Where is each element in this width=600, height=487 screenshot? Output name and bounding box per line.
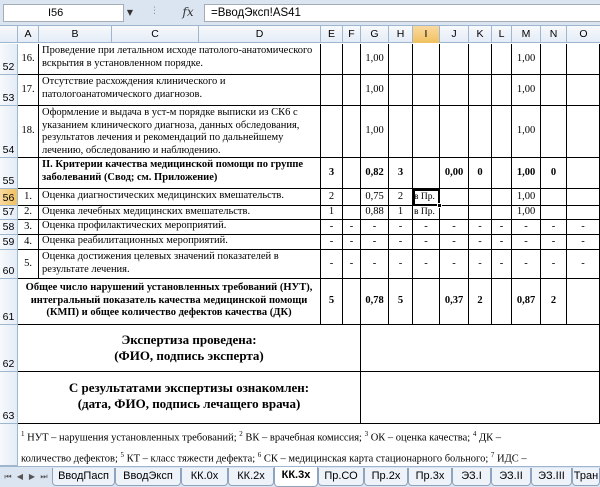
cell-h60[interactable]: - (389, 250, 413, 279)
cell-l58[interactable]: - (492, 220, 512, 235)
cell-o60[interactable]: - (567, 250, 600, 279)
first-sheet-icon[interactable]: ⏮ (4, 472, 12, 481)
cell-e59[interactable]: - (321, 235, 343, 250)
sheet-tab[interactable]: ВводПасп (52, 468, 115, 486)
last-sheet-icon[interactable]: ⏭ (40, 472, 48, 481)
cell-j55[interactable]: 0,00 (440, 158, 469, 189)
cell-a53[interactable]: 17. (18, 75, 39, 106)
cell-f52[interactable] (343, 44, 361, 75)
cell-k54[interactable] (469, 106, 492, 158)
cell-m56[interactable]: 1,00 (512, 189, 541, 206)
column-header-j[interactable]: J (440, 26, 469, 43)
cell-f61[interactable] (343, 279, 361, 325)
cell-e61[interactable]: 5 (321, 279, 343, 325)
column-header-n[interactable]: N (541, 26, 567, 43)
cell-a60[interactable]: 5. (18, 250, 39, 279)
cell-o56[interactable] (567, 189, 600, 206)
cell-g60[interactable]: - (361, 250, 389, 279)
cell-e60[interactable]: - (321, 250, 343, 279)
cell-o61[interactable] (567, 279, 600, 325)
next-sheet-icon[interactable]: ▶ (28, 472, 36, 481)
row-header-60[interactable]: 60 (0, 250, 18, 279)
row-header-63[interactable]: 63 (0, 372, 18, 424)
footnote-part: ОК – оценка качества; (368, 432, 473, 444)
cell-i59[interactable]: - (413, 235, 440, 250)
column-header-k[interactable]: K (469, 26, 492, 43)
cell-l60[interactable]: - (492, 250, 512, 279)
cell-a56[interactable]: 1. (18, 189, 39, 206)
row-header-61[interactable]: 61 (0, 279, 18, 325)
name-box[interactable]: I56 (3, 4, 124, 22)
formula-bar (0, 0, 600, 26)
column-header-e[interactable]: E (321, 26, 343, 43)
column-header-b[interactable]: B (39, 26, 112, 43)
cell-i57[interactable]: в Пр. (413, 206, 440, 220)
cell-b62[interactable]: Экспертиза проведена: (ФИО, подпись эксперта) (18, 325, 361, 372)
sheet-tab[interactable]: КК.2х (228, 468, 274, 486)
sheet-tab-active[interactable]: КК.3х (274, 467, 318, 487)
cell-a54[interactable]: 18. (18, 106, 39, 158)
cell-i53[interactable] (413, 75, 440, 106)
sheet-tab[interactable]: Пр.3х (408, 468, 452, 486)
cell-f59[interactable]: - (343, 235, 361, 250)
cell-k58[interactable]: - (469, 220, 492, 235)
cell-h59[interactable]: - (389, 235, 413, 250)
sheet-tab-bar (0, 466, 600, 487)
cell-g56[interactable]: 0,75 (361, 189, 389, 206)
column-header-a[interactable]: A (18, 26, 39, 43)
cell-j57[interactable] (440, 206, 469, 220)
cell-n56[interactable] (541, 189, 567, 206)
footnote-mark: 5 (120, 450, 125, 459)
cell-f58[interactable]: - (343, 220, 361, 235)
cell-k53[interactable] (469, 75, 492, 106)
cell-j52[interactable] (440, 44, 469, 75)
cell-f57[interactable] (343, 206, 361, 220)
cell-k55[interactable]: 0 (469, 158, 492, 189)
cell-g55[interactable]: 0,82 (361, 158, 389, 189)
cell-n57[interactable] (541, 206, 567, 220)
insert-function-button[interactable]: fx (182, 5, 194, 19)
row-header-54[interactable]: 54 (0, 106, 18, 158)
cell-a58[interactable]: 3. (18, 220, 39, 235)
cell-g58[interactable]: - (361, 220, 389, 235)
footnote-mark: 2 (239, 430, 243, 438)
cell-n52[interactable] (541, 44, 567, 75)
cell-k56[interactable] (469, 189, 492, 206)
cell-e58[interactable]: - (321, 220, 343, 235)
column-header-m[interactable]: M (512, 26, 541, 43)
cell-l61[interactable] (492, 279, 512, 325)
cell-m53[interactable]: 1,00 (512, 75, 541, 106)
column-header-g[interactable]: G (361, 26, 389, 43)
footnote-mark: 7 (490, 450, 495, 459)
cell-b63[interactable]: С результатами экспертизы ознакомлен: (дата, ФИО, подпись лечащего врача) (18, 372, 361, 424)
cell-n60[interactable]: - (541, 250, 567, 279)
cell-n58[interactable]: - (541, 220, 567, 235)
row-header-56[interactable]: 56 (0, 189, 18, 206)
cell-m54[interactable]: 1,00 (512, 106, 541, 158)
cell-a57[interactable]: 2. (18, 206, 39, 220)
cell-l55[interactable] (492, 158, 512, 189)
sheet-tab[interactable]: ЭЗ.III (531, 468, 572, 486)
sheet-tab[interactable]: ЭЗ.I (452, 468, 491, 486)
row-header-59[interactable]: 59 (0, 235, 18, 250)
footnote-part: СК – медицинская карта стационарного больного; (261, 453, 491, 464)
cell-f54[interactable] (343, 106, 361, 158)
column-header-h[interactable]: H (389, 26, 413, 43)
column-header-d[interactable]: D (199, 26, 321, 43)
row-header-58[interactable]: 58 (0, 220, 18, 235)
cell-b53[interactable]: Отсутствие расхождения клинического и патологоанатомического диагнозов. (39, 75, 321, 106)
cell-o58[interactable]: - (567, 220, 600, 235)
column-header-c[interactable]: C (112, 26, 199, 43)
column-header-f[interactable]: F (343, 26, 361, 43)
cell-n53[interactable] (541, 75, 567, 106)
footnote-text[interactable] (18, 424, 600, 466)
cell-o55[interactable] (567, 158, 600, 189)
cell-e52[interactable] (321, 44, 343, 75)
formula-input[interactable]: =ВводЭксп!AS41 (204, 4, 600, 22)
cell-o59[interactable]: - (567, 235, 600, 250)
cell-l57[interactable] (492, 206, 512, 220)
sheet-tab[interactable]: Тран (572, 468, 600, 486)
row-header-57[interactable]: 57 (0, 206, 18, 220)
cell-g63[interactable] (361, 372, 600, 424)
footnote-part: ДК – (476, 432, 501, 444)
footnote-mark: 3 (364, 430, 369, 438)
cell-n54[interactable] (541, 106, 567, 158)
cell-h56[interactable]: 2 (389, 189, 413, 206)
column-header-l[interactable]: L (492, 26, 512, 43)
footnote-mark: 4 (472, 430, 477, 438)
cell-j56[interactable] (440, 189, 469, 206)
cell-i55[interactable] (413, 158, 440, 189)
cell-l52[interactable] (492, 44, 512, 75)
row-header-62[interactable]: 62 (0, 325, 18, 372)
cell-l59[interactable]: - (492, 235, 512, 250)
cell-l56[interactable] (492, 189, 512, 206)
cell-g57[interactable]: 0,88 (361, 206, 389, 220)
cell-o57[interactable] (567, 206, 600, 220)
cell-g52[interactable]: 1,00 (361, 44, 389, 75)
cell-b58[interactable]: Оценка профилактических мероприятий. (39, 220, 321, 235)
cell-b52[interactable]: Проведение при летальном исходе патолого-анатомического вскрытия в установленном порядке. (39, 44, 321, 75)
cell-j59[interactable]: - (440, 235, 469, 250)
cell-l53[interactable] (492, 75, 512, 106)
footnote-part: КТ – класс тяжести дефекта; (124, 453, 258, 464)
cell-k57[interactable] (469, 206, 492, 220)
sheet-tab[interactable]: Пр.2х (364, 468, 408, 486)
cell-a52[interactable]: 16. (18, 44, 39, 75)
cell-i52[interactable] (413, 44, 440, 75)
sheet-tab[interactable]: Пр.СО (318, 468, 364, 486)
cell-n59[interactable]: - (541, 235, 567, 250)
column-header (0, 26, 600, 43)
cell-b56[interactable]: Оценка диагностических медицинских вмешательств. (39, 189, 321, 206)
cell-o52[interactable] (567, 44, 600, 75)
cell-h55[interactable]: 3 (389, 158, 413, 189)
cell-n55[interactable]: 0 (541, 158, 567, 189)
cell-h58[interactable]: - (389, 220, 413, 235)
cell-g53[interactable]: 1,00 (361, 75, 389, 106)
cell-k52[interactable] (469, 44, 492, 75)
cell-f56[interactable] (343, 189, 361, 206)
sheet-tab[interactable]: ЭЗ.II (491, 468, 531, 486)
cell-b55[interactable]: II. Критерии качества медицинской помощи по группе заболеваний (Свод; см. Приложение) (39, 158, 321, 189)
cell-k60[interactable]: - (469, 250, 492, 279)
cell-n61[interactable]: 2 (541, 279, 567, 325)
cell-i61[interactable] (413, 279, 440, 325)
cell-a55[interactable] (18, 158, 39, 189)
row-header-53[interactable]: 53 (0, 75, 18, 106)
footnote-part: количество дефектов; (21, 453, 121, 464)
cell-b59[interactable]: Оценка реабилитационных мероприятий. (39, 235, 321, 250)
cell-m58[interactable]: - (512, 220, 541, 235)
cell-j61[interactable]: 0,37 (440, 279, 469, 325)
cell-o53[interactable] (567, 75, 600, 106)
cell-b61[interactable]: Общее число нарушений установленных требований (НУТ), интегральный показатель качества медицинской помощи (КМП) и общее количество дефектов качества (ДК) (18, 279, 321, 325)
cell-e57[interactable]: 1 (321, 206, 343, 220)
cell-g59[interactable]: - (361, 235, 389, 250)
footnote-part: ИДС – (494, 453, 527, 464)
cell-j58[interactable]: - (440, 220, 469, 235)
cell-a59[interactable]: 4. (18, 235, 39, 250)
chevron-down-icon[interactable]: ▼ (126, 8, 134, 17)
cell-o54[interactable] (567, 106, 600, 158)
cell-h53[interactable] (389, 75, 413, 106)
cell-b57[interactable]: Оценка лечебных медицинских вмешательств. (39, 206, 321, 220)
cell-e53[interactable] (321, 75, 343, 106)
cell-g62[interactable] (361, 325, 600, 372)
footnote-part: НУТ – нарушения установленных требований; (24, 432, 240, 444)
cell-f53[interactable] (343, 75, 361, 106)
cell-e56[interactable]: 2 (321, 189, 343, 206)
footnote-mark: 6 (257, 450, 262, 459)
sheet-tab[interactable]: КК.0х (181, 468, 228, 486)
row-header-64[interactable] (0, 424, 18, 466)
prev-sheet-icon[interactable]: ◀ (16, 472, 24, 481)
cell-k61[interactable]: 2 (469, 279, 492, 325)
formula-bar-grip-icon: ⋮ (150, 6, 160, 16)
cell-e55[interactable]: 3 (321, 158, 343, 189)
row-header-52[interactable]: 52 (0, 44, 18, 75)
cell-h61[interactable]: 5 (389, 279, 413, 325)
cell-i60[interactable]: - (413, 250, 440, 279)
cell-m57[interactable]: 1,00 (512, 206, 541, 220)
cell-j60[interactable]: - (440, 250, 469, 279)
cell-f55[interactable] (343, 158, 361, 189)
cell-b54[interactable]: Оформление и выдача в уст-м порядке выписки из СК6 с указанием клинического диагноза, данных обследования, результатов лечения и рекомендаций по дальнейшему лечению, обследованию и наблюдению. (39, 106, 321, 158)
cell-i56[interactable]: в Пр. (413, 189, 440, 206)
footnote-part: ВК – врачебная комиссия; (242, 432, 365, 444)
cell-g54[interactable]: 1,00 (361, 106, 389, 158)
cell-m55[interactable]: 1,00 (512, 158, 541, 189)
cell-h57[interactable]: 1 (389, 206, 413, 220)
cell-g61[interactable]: 0,78 (361, 279, 389, 325)
cell-m60[interactable]: - (512, 250, 541, 279)
cell-b60[interactable]: Оценка достижения целевых значений показателей в результате лечения. (39, 250, 321, 279)
cell-i54[interactable] (413, 106, 440, 158)
cell-f60[interactable]: - (343, 250, 361, 279)
column-header-o[interactable]: O (579, 28, 588, 40)
select-all-corner[interactable] (0, 26, 18, 43)
cell-h54[interactable] (389, 106, 413, 158)
cell-l54[interactable] (492, 106, 512, 158)
cell-m61[interactable]: 0,87 (512, 279, 541, 325)
fill-handle[interactable] (437, 203, 442, 208)
cell-k59[interactable]: - (469, 235, 492, 250)
footnote-mark: 1 (21, 430, 25, 438)
row-header-55[interactable]: 55 (0, 158, 18, 189)
cell-j53[interactable] (440, 75, 469, 106)
cell-e54[interactable] (321, 106, 343, 158)
cell-m52[interactable]: 1,00 (512, 44, 541, 75)
cell-m59[interactable]: - (512, 235, 541, 250)
cell-i58[interactable]: - (413, 220, 440, 235)
cell-j54[interactable] (440, 106, 469, 158)
column-header-i[interactable]: I (413, 26, 440, 43)
sheet-tab[interactable]: ВводЭксп (115, 468, 181, 486)
cell-h52[interactable] (389, 44, 413, 75)
